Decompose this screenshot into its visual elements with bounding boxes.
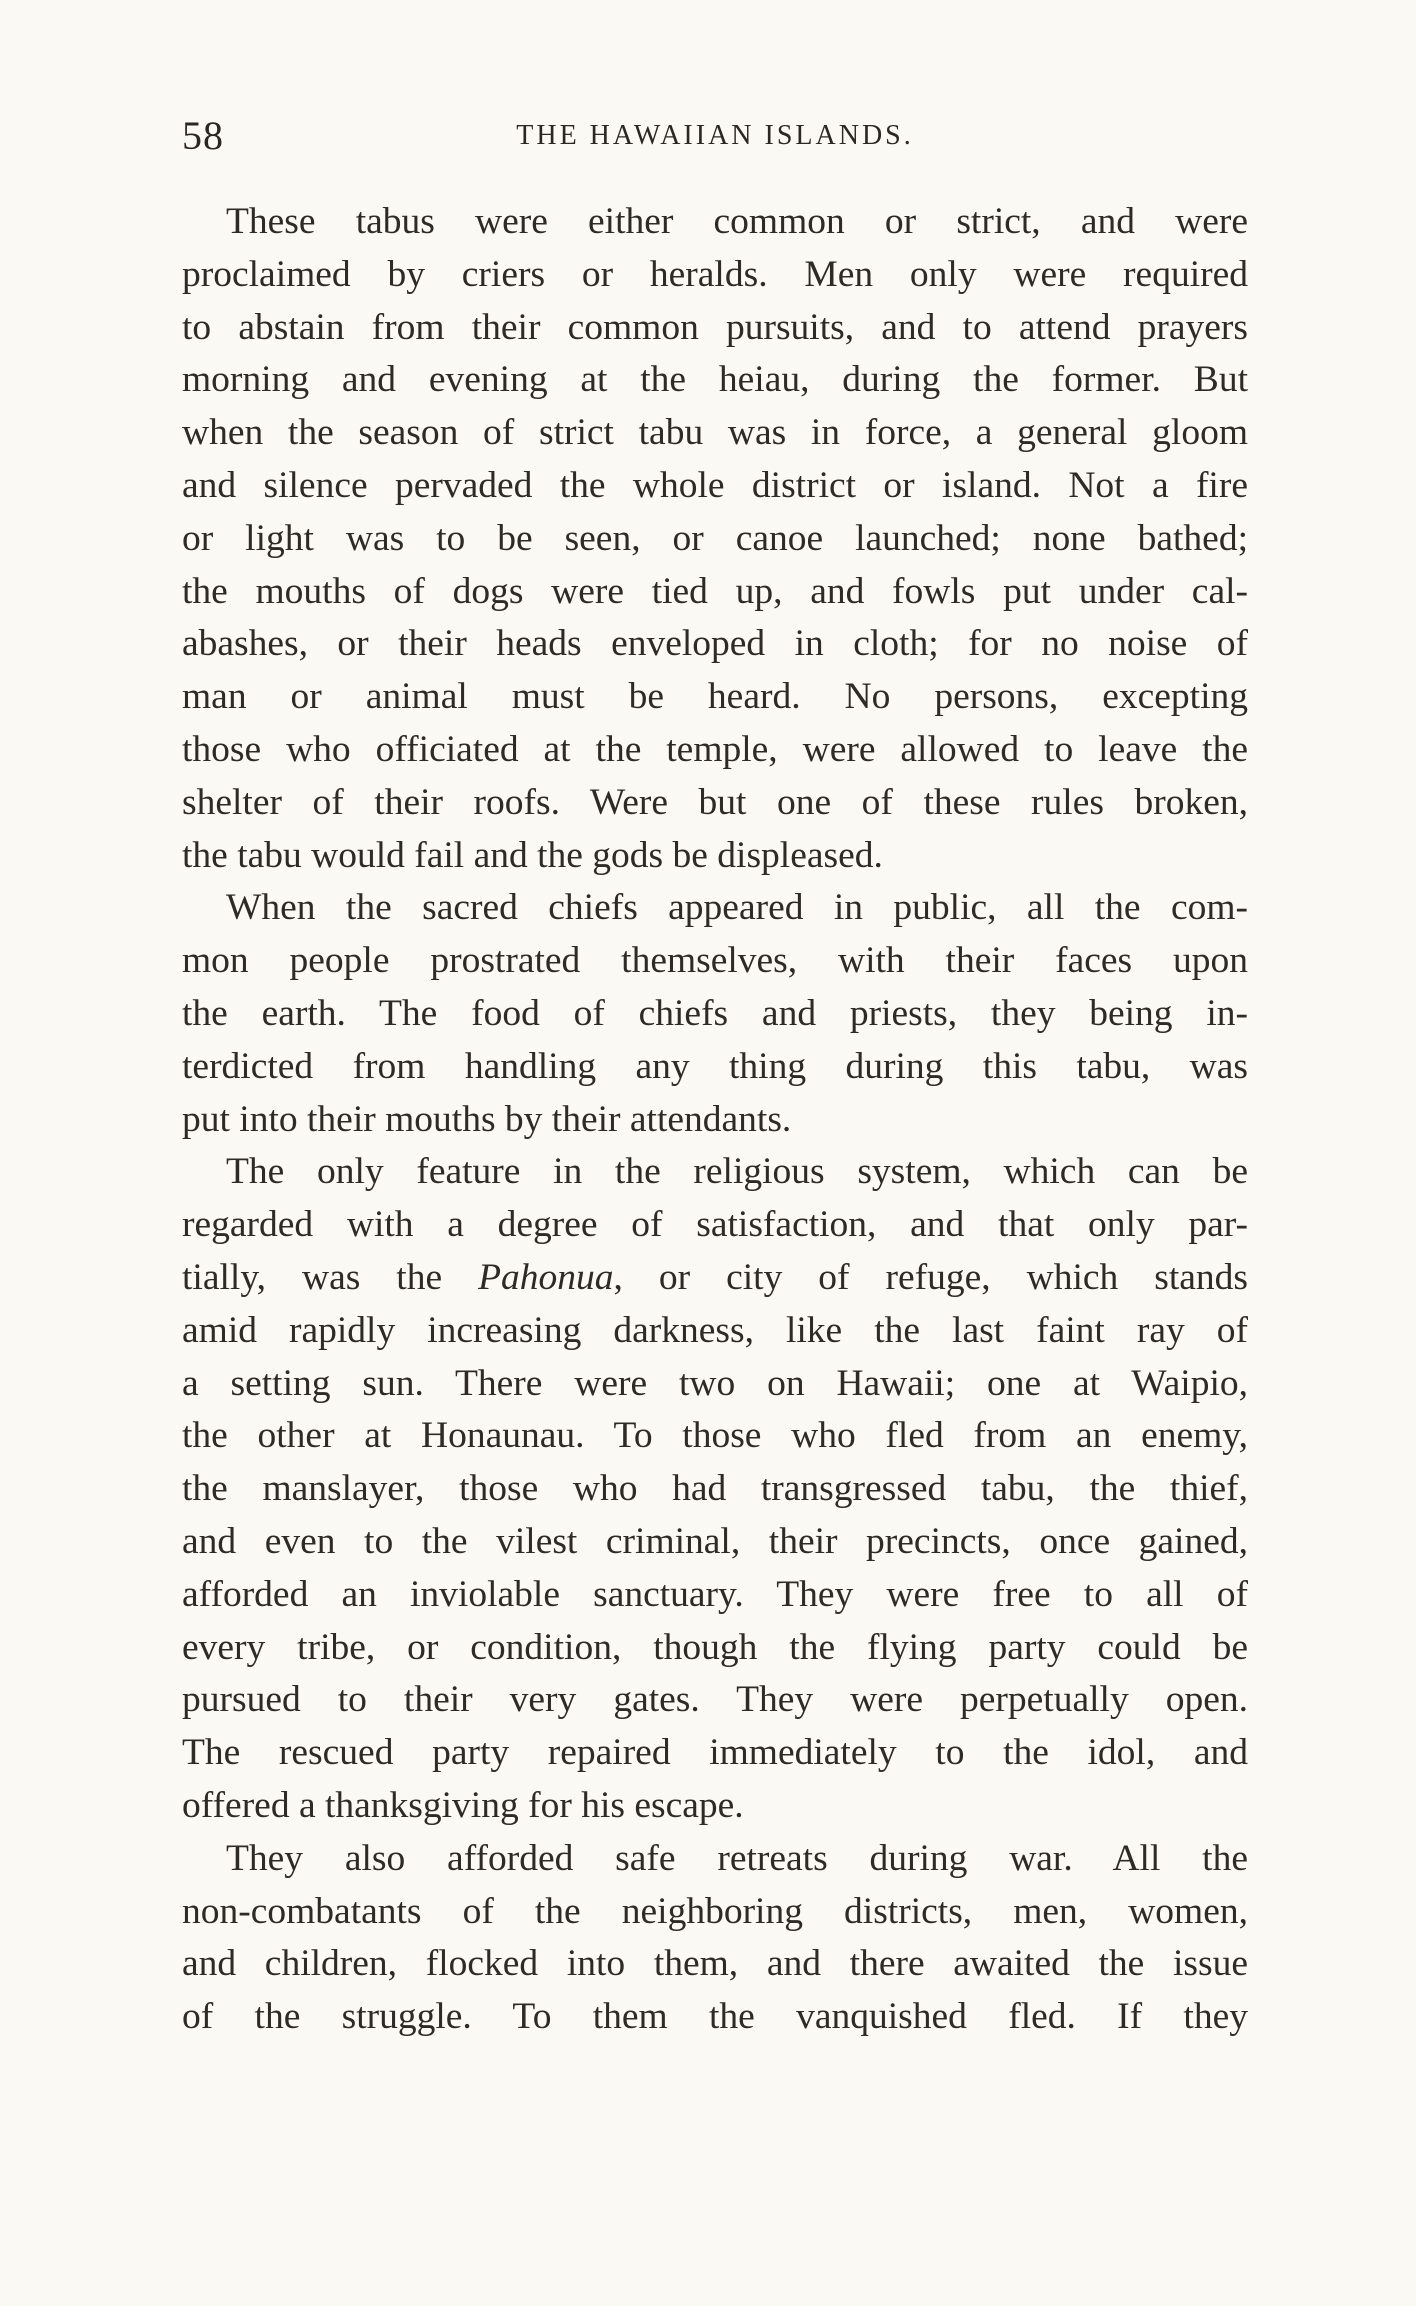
text-line: These tabus were either common or strict, and were bbox=[226, 201, 1248, 242]
page-header bbox=[182, 112, 1248, 162]
text-line: mon people prostrated themselves, with their faces upon bbox=[182, 940, 1248, 982]
text-line: of the struggle. To them the vanquished fled. If they bbox=[182, 1996, 1248, 2038]
text-line: when the season of strict tabu was in force, a general gloom bbox=[182, 412, 1248, 454]
text-line: They also afforded safe retreats during war. All the bbox=[226, 1837, 1248, 1879]
text-line: or light was to be seen, or canoe launched; none bathed; bbox=[182, 517, 1248, 559]
text-line: the mouths of dogs were tied up, and fowls put under cal- bbox=[182, 570, 1248, 612]
text-line: and even to the vilest criminal, their precincts, once gained, bbox=[182, 1520, 1248, 1562]
text-line: The rescued party repaired immediately to the idol, and bbox=[182, 1732, 1248, 1774]
text-line: the earth. The food of chiefs and priests, they being in- bbox=[182, 992, 1248, 1034]
paragraph-4 bbox=[182, 1833, 1248, 2044]
text-line: pursued to their very gates. They were perpetually open. bbox=[182, 1679, 1248, 1721]
text-line: shelter of their roofs. Were but one of these rules broken, bbox=[182, 781, 1248, 823]
text-line: and children, flocked into them, and there awaited the issue bbox=[182, 1943, 1248, 1985]
paragraph-3 bbox=[182, 1146, 1248, 1832]
text-line: the manslayer, those who had transgressed tabu, the thief, bbox=[182, 1468, 1248, 1510]
text-line-with-italic bbox=[182, 1252, 1248, 1305]
text-line: man or animal must be heard. No persons, excepting bbox=[182, 676, 1248, 718]
text-line: regarded with a degree of satisfaction, and that only par- bbox=[182, 1204, 1248, 1246]
paragraph-1 bbox=[182, 196, 1248, 882]
italic-term-pahonua: Pahonua bbox=[478, 1256, 614, 1298]
text-line: proclaimed by criers or heralds. Men only were required bbox=[182, 253, 1248, 295]
paragraph-2 bbox=[182, 882, 1248, 1146]
text-line: the other at Honaunau. To those who fled from an enemy, bbox=[182, 1415, 1248, 1457]
text-segment: , or city of refuge, which stands bbox=[613, 1256, 1248, 1298]
text-line: to abstain from their common pursuits, and to attend prayers bbox=[182, 306, 1248, 348]
text-line: put into their mouths by their attendants. bbox=[182, 1098, 792, 1140]
text-line: The only feature in the religious system, which can be bbox=[226, 1151, 1248, 1193]
text-line: amid rapidly increasing darkness, like the last faint ray of bbox=[182, 1309, 1248, 1351]
text-line: offered a thanksgiving for his escape. bbox=[182, 1784, 744, 1826]
text-line: non-combatants of the neighboring districts, men, women, bbox=[182, 1890, 1248, 1932]
text-segment: tially, was the bbox=[182, 1256, 443, 1298]
body-text bbox=[182, 196, 1248, 2044]
text-line: terdicted from handling any thing during this tabu, was bbox=[182, 1045, 1248, 1087]
text-line: abashes, or their heads enveloped in cloth; for no noise of bbox=[182, 623, 1248, 665]
text-line: the tabu would fail and the gods be displeased. bbox=[182, 834, 883, 876]
text-line: morning and evening at the heiau, during the former. But bbox=[182, 359, 1248, 401]
text-line: When the sacred chiefs appeared in public, all the com- bbox=[226, 887, 1248, 929]
text-line: a setting sun. There were two on Hawaii; one at Waipio, bbox=[182, 1362, 1248, 1404]
text-line: every tribe, or condition, though the flying party could be bbox=[182, 1626, 1248, 1668]
text-line: afforded an inviolable sanctuary. They were free to all of bbox=[182, 1573, 1248, 1615]
running-title: THE HAWAIIAN ISLANDS. bbox=[516, 120, 914, 151]
text-line: and silence pervaded the whole district or island. Not a fire bbox=[182, 464, 1248, 506]
page-number: 58 bbox=[182, 113, 224, 158]
text-line: those who officiated at the temple, were allowed to leave the bbox=[182, 728, 1248, 770]
